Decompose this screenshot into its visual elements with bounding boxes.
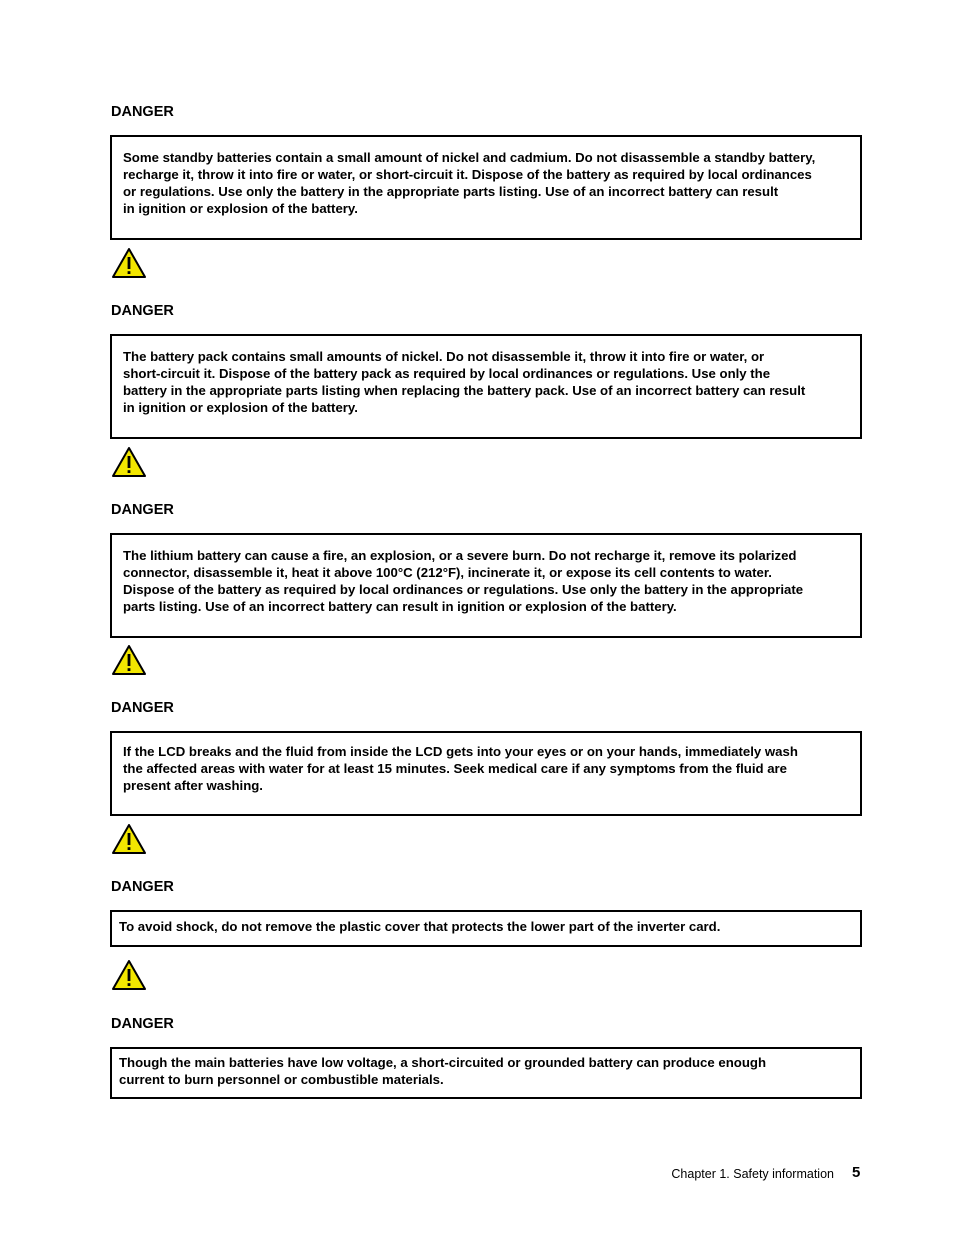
notice-line: connector, disassemble it, heat it above 100°C (212°F), incinerate it, or expose its cell contents to water. (123, 565, 772, 580)
notice-line: the affected areas with water for at least 15 minutes. Seek medical care if any symptoms from the fluid are (123, 761, 788, 776)
notice-line: The lithium battery can cause a fire, an explosion, or a severe burn. Do not recharge it, remove its polarized (123, 548, 797, 563)
danger-heading: DANGER (111, 502, 174, 518)
warning-triangle-icon (111, 959, 147, 991)
danger-heading: DANGER (111, 1016, 174, 1032)
notice-line: Some standby batteries contain a small amount of nickel and cadmium. Do not disassemble a standby battery, (123, 150, 816, 165)
notice-line: battery in the appropriate parts listing when replacing the battery pack. Use of an incorrect battery can result (123, 383, 806, 398)
danger-notice-box (110, 334, 862, 439)
danger-heading: DANGER (111, 104, 174, 120)
danger-notice-box (110, 1047, 862, 1099)
danger-notice-box (110, 910, 862, 947)
footer-chapter-title: Chapter 1. Safety information (671, 1167, 834, 1181)
notice-line: in ignition or explosion of the battery. (123, 201, 358, 216)
danger-notice-box (110, 533, 862, 638)
notice-line: Though the main batteries have low voltage, a short-circuited or grounded battery can produce enough (119, 1055, 767, 1070)
notice-line: short-circuit it. Dispose of the battery pack as required by local ordinances or regulations. Use only the (123, 366, 771, 381)
notice-line: in ignition or explosion of the battery. (123, 400, 358, 415)
warning-triangle-icon (111, 247, 147, 279)
danger-heading: DANGER (111, 879, 174, 895)
notice-line: The battery pack contains small amounts of nickel. Do not disassemble it, throw it into fire or water, or (123, 349, 765, 364)
danger-heading: DANGER (111, 700, 174, 716)
notice-line: recharge it, throw it into fire or water, or short-circuit it. Dispose of the battery as required by local ordinances (123, 167, 812, 182)
danger-notice-box (110, 135, 862, 240)
warning-triangle-icon (111, 644, 147, 676)
notice-line: Dispose of the battery as required by local ordinances or regulations. Use only the battery in the appropriate (123, 582, 804, 597)
danger-heading: DANGER (111, 303, 174, 319)
notice-line: or regulations. Use only the battery in the appropriate parts listing. Use of an incorrect battery can result (123, 184, 779, 199)
notice-line: If the LCD breaks and the fluid from inside the LCD gets into your eyes or on your hands, immediately wash (123, 744, 798, 759)
notice-line: current to burn personnel or combustible materials. (119, 1072, 444, 1087)
notice-line: present after washing. (123, 778, 263, 793)
warning-triangle-icon (111, 446, 147, 478)
notice-line: To avoid shock, do not remove the plastic cover that protects the lower part of the inverter card. (119, 919, 721, 934)
danger-notice-box (110, 731, 862, 816)
page-number: 5 (852, 1164, 861, 1181)
warning-triangle-icon (111, 823, 147, 855)
notice-line: parts listing. Use of an incorrect battery can result in ignition or explosion of the battery. (123, 599, 677, 614)
